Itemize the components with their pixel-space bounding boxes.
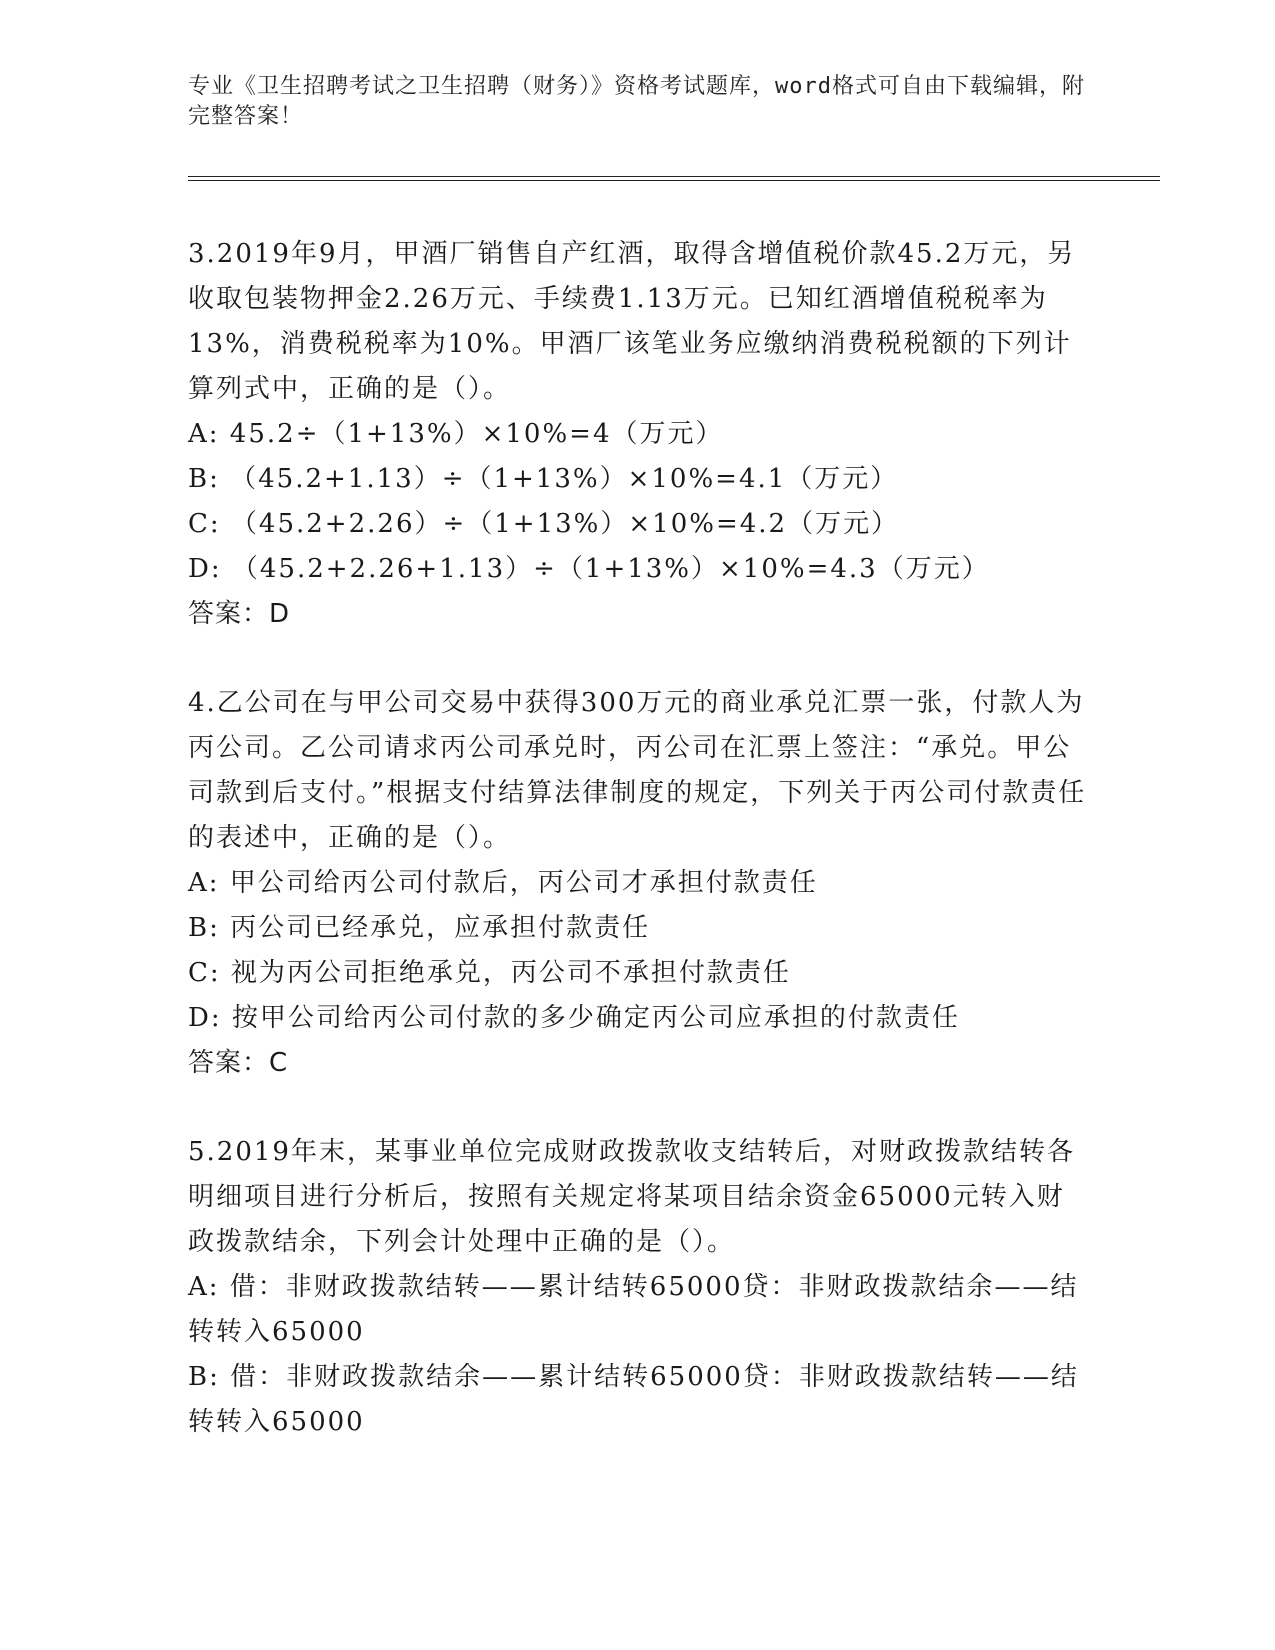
option-b: B: 丙公司已经承兑，应承担付款责任 bbox=[188, 913, 651, 943]
answer-value: C bbox=[269, 1048, 289, 1078]
option-c: C: 视为丙公司拒绝承兑，丙公司不承担付款责任 bbox=[188, 958, 791, 988]
question-3 bbox=[188, 232, 1088, 637]
option-d: D: （45.2+2.26+1.13）÷（1+13%）×10%=4.3（万元） bbox=[188, 554, 990, 584]
option-d: D: 按甲公司给丙公司付款的多少确定丙公司应承担的付款责任 bbox=[188, 1003, 960, 1033]
question-stem: 5.2019年末，某事业单位完成财政拨款收支结转后，对财政拨款结转各明细项目进行分析后，按照有关规定将某项目结余资金65000元转入财政拨款结余，下列会计处理中正确的是（）。 bbox=[188, 1137, 1075, 1257]
header-text: 专业《卫生招聘考试之卫生招聘（财务）》资格考试题库，word格式可自由下载编辑，附完整答案！ bbox=[188, 74, 1085, 129]
option-b: B: （45.2+1.13）÷（1+13%）×10%=4.1（万元） bbox=[188, 464, 899, 494]
answer-value: D bbox=[269, 599, 291, 629]
answer-line bbox=[188, 1041, 1088, 1086]
question-4 bbox=[188, 681, 1088, 1086]
document-header bbox=[188, 72, 1088, 132]
option-b: B: 借：非财政拨款结余——累计结转65000贷：非财政拨款结转——结转转入65000 bbox=[188, 1362, 1079, 1437]
answer-label: 答案： bbox=[188, 599, 270, 629]
option-c: C: （45.2+2.26）÷（1+13%）×10%=4.2（万元） bbox=[188, 509, 900, 539]
option-a: A: 借：非财政拨款结转——累计结转65000贷：非财政拨款结余——结转转入65000 bbox=[188, 1272, 1079, 1347]
answer-label: 答案： bbox=[188, 1048, 270, 1078]
question-stem: 4.乙公司在与甲公司交易中获得300万元的商业承兑汇票一张，付款人为丙公司。乙公司请求丙公司承兑时，丙公司在汇票上签注：“承兑。甲公司款到后支付。”根据支付结算法律制度的规定，下列关于丙公司付款责任的表述中，正确的是（）。 bbox=[188, 688, 1087, 853]
header-divider bbox=[188, 176, 1160, 181]
question-stem: 3.2019年9月，甲酒厂销售自产红酒，取得含增值税价款45.2万元，另收取包装物押金2.26万元、手续费1.13万元。已知红酒增值税税率为13%，消费税税率为10%。甲酒厂该笔业务应缴纳消费税税额的下列计算列式中，正确的是（）。 bbox=[188, 239, 1076, 404]
answer-line bbox=[188, 592, 1088, 637]
option-a: A: 甲公司给丙公司付款后，丙公司才承担付款责任 bbox=[188, 868, 818, 898]
option-a: A: 45.2÷（1+13%）×10%=4（万元） bbox=[188, 419, 724, 449]
question-list bbox=[188, 232, 1088, 1489]
question-5 bbox=[188, 1130, 1088, 1445]
